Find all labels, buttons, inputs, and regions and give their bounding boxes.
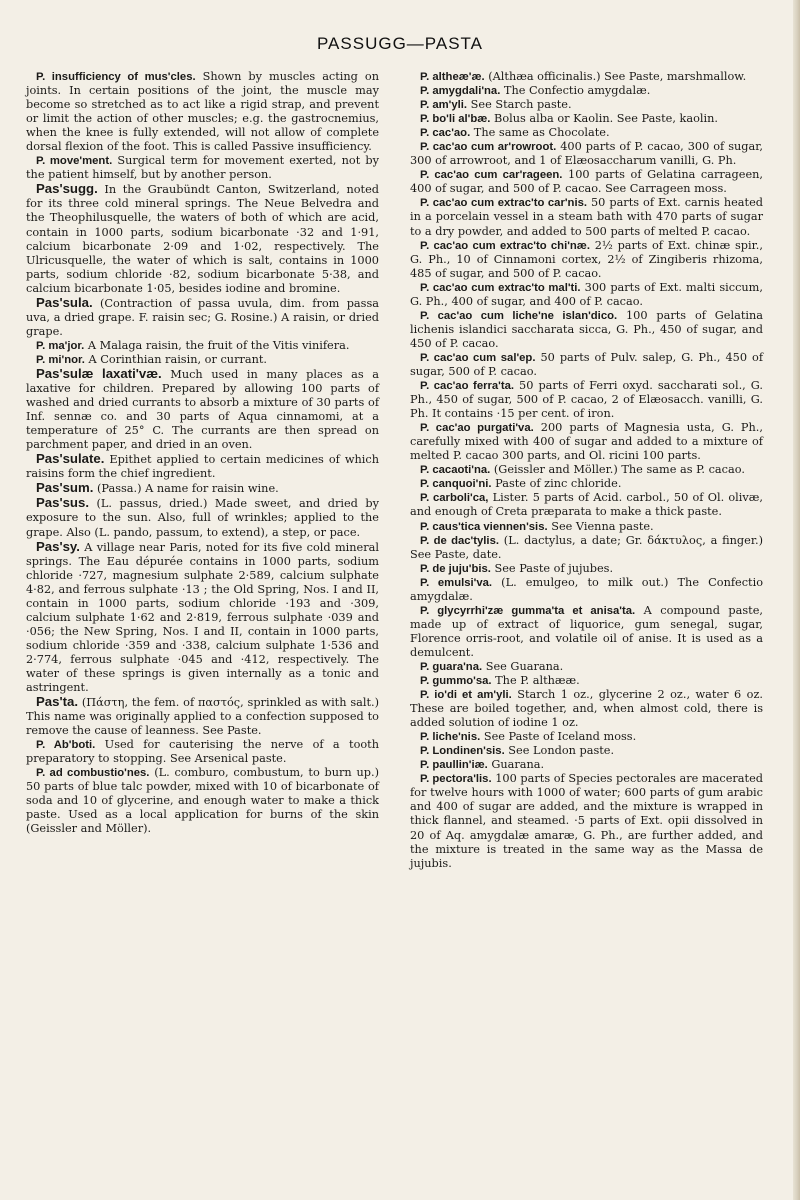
dictionary-entry	[26, 154, 379, 182]
entry-definition: See Vienna paste.	[547, 519, 654, 533]
entry-headword: P. cac'ao cum extrac'to mal'ti.	[420, 281, 581, 294]
entry-headword: P. pectora'lis.	[420, 773, 492, 786]
dictionary-entry	[410, 744, 763, 758]
dictionary-entry	[410, 562, 763, 576]
entry-headword: P. carboli'ca,	[420, 492, 489, 505]
dictionary-entry	[410, 196, 763, 238]
entry-headword: P. glycyrrhi'zæ gumma'ta et anisa'ta.	[420, 604, 636, 617]
dictionary-entry	[26, 339, 379, 353]
entry-definition: Much used in many places as a laxative for children. Prepared by allowing 100 parts of washed and dried currants to absorb a mixture of 30 parts of Inf. sennæ co. and 30 parts of Aqua cinnamomi, at a temperature of 25° C. The currants are then spread on parchment paper, and dried in an oven.	[26, 367, 379, 452]
entry-definition: See Guarana.	[482, 659, 564, 673]
dictionary-entry	[410, 688, 763, 730]
entry-headword: P. cac'ao cum extrac'to chi'næ.	[420, 239, 590, 252]
entry-definition: (Contraction of passa uvula, dim. from passa uva, a dried grape. F. raisin sec; G. Rosine.) A raisin, or dried grape.	[26, 296, 379, 338]
dictionary-entry	[410, 239, 763, 281]
entry-definition: A Malaga raisin, the fruit of the Vitis vinifera.	[84, 338, 350, 352]
entry-definition: Guarana.	[487, 758, 545, 772]
entry-headword: P. caus'tica viennen'sis.	[420, 520, 548, 533]
dictionary-entry	[26, 296, 379, 339]
entry-headword: P. bo'li al'bæ.	[420, 113, 491, 126]
dictionary-entry	[410, 674, 763, 688]
entry-headword: Pas'ta.	[36, 694, 78, 710]
entry-definition: A Corinthian raisin, or currant.	[84, 352, 268, 366]
dictionary-entry	[26, 367, 379, 452]
entry-definition: 100 parts of Gelatina lichenis islandici saccharata sicca, G. Ph., 450 of sugar, and 450 of P. cacao.	[410, 308, 763, 350]
dictionary-entry	[410, 70, 763, 84]
entry-headword: Pas'sugg.	[36, 181, 98, 197]
dictionary-entry	[410, 421, 763, 463]
entry-definition: Shown by muscles acting on joints. In certain positions of the joint, the muscle may become so stretched as to act like a rigid strap, and prevent or limit the action of other muscles; e.g. the gastrocnemius, when the knee is fully extended, will not allow of complete dorsal flexion of the foot. This is called Passive insufficiency.	[26, 70, 379, 154]
entry-headword: P. mi'nor.	[36, 353, 85, 366]
dictionary-entry	[410, 758, 763, 772]
entry-definition: Used for cauterising the nerve of a tooth preparatory to stopping. See Arsenical paste.	[26, 738, 379, 766]
entry-headword: Pas'sulate.	[36, 451, 105, 467]
dictionary-entry	[410, 379, 763, 421]
dictionary-entry	[410, 309, 763, 351]
entry-definition: See Starch paste.	[467, 98, 572, 112]
entry-headword: P. io'di et am'yli.	[420, 689, 512, 702]
entry-headword: P. cac'ao cum ar'rowroot.	[420, 141, 557, 154]
entry-headword: P. emulsi'va.	[420, 576, 493, 589]
dictionary-entry	[410, 534, 763, 562]
entry-definition: Bolus alba or Kaolin. See Paste, kaolin.	[490, 112, 718, 126]
dictionary-entry	[410, 140, 763, 168]
entry-definition: Surgical term for movement exerted, not by the patient himself, but by another person.	[26, 154, 379, 182]
entry-definition: 200 parts of Magnesia usta, G. Ph., carefully mixed with 400 of sugar and added to a mixture of melted P. cacao 300 parts, and Ol. ricini 100 parts.	[410, 421, 763, 463]
entry-headword: Pas'sulæ laxati'væ.	[36, 365, 162, 381]
entry-definition: See Paste of jujubes.	[490, 561, 614, 575]
entry-definition: 50 parts of Ext. carnis heated in a porcelain vessel in a steam bath with 470 parts of sugar to a dry powder, and added to 500 parts of melted P. cacao.	[410, 196, 763, 238]
entry-definition: (Althæa officinalis.) See Paste, marshmallow.	[484, 70, 747, 83]
dictionary-entry	[410, 772, 763, 870]
entry-headword: P. canquoi'ni.	[420, 478, 492, 491]
entry-definition: The same as Chocolate.	[470, 126, 610, 140]
dictionary-entry	[410, 660, 763, 674]
entry-headword: P. cac'ao ferra'ta.	[420, 380, 515, 393]
dictionary-entry	[410, 281, 763, 309]
entry-headword: P. amygdali'na.	[420, 85, 501, 98]
dictionary-entry	[26, 182, 379, 295]
entry-headword: P. guara'na.	[420, 660, 483, 673]
entry-definition: 100 parts of Species pectorales are macerated for twelve hours with 1000 of water; 600 parts of gum arabic and 400 of sugar are added, and the mixture is wrapped in thick flannel, and steamed. ·5 parts of Ext. opii dissolved in 20 of Aq. amygdalæ amaræ, G. Ph., are further added, and the mixture is treated in the same way as the Massa de jujubis.	[410, 772, 763, 870]
entry-definition: The Confectio amygdalæ.	[500, 84, 651, 98]
entry-headword: P. cac'ao cum extrac'to car'nis.	[420, 197, 588, 210]
entry-definition: See London paste.	[504, 744, 615, 758]
entry-definition: 50 parts of Pulv. salep, G. Ph., 450 of sugar, 500 of P. cacao.	[410, 350, 763, 378]
entry-headword: P. cac'ao purgati'va.	[420, 422, 534, 435]
entry-headword: P. gummo'sa.	[420, 675, 492, 688]
entry-definition: Paste of zinc chloride.	[491, 477, 622, 491]
dictionary-entry	[26, 353, 379, 367]
dictionary-entry	[26, 496, 379, 539]
entry-definition: (Passa.) A name for raisin wine.	[93, 482, 279, 496]
entry-headword: P. Londinen'sis.	[420, 745, 505, 758]
entry-headword: Pas'sus.	[36, 495, 89, 511]
entry-headword: Pas'sy.	[36, 538, 80, 554]
entry-definition: The P. althææ.	[491, 674, 580, 688]
entry-headword: P. Ab'boti.	[36, 739, 96, 752]
entry-headword: P. cac'ao cum liche'ne islan'dico.	[420, 309, 618, 322]
entry-definition: In the Graubündt Canton, Switzerland, noted for its three cold mineral springs. The Neue Belvedra and the Theophilusquelle, the waters of both of which are acid, contain in 1000 parts, sodium bicarbonate ·32 and 1·91, calcium bicarbonate 2·09 and 1·02, respectively. The Ulricusquelle, the water of which is salt, contains in 1000 parts, sodium chloride ·82, sodium bicarbonate 5·38, and calcium bicarbonate 1·05, besides iodine and bromine.	[26, 183, 379, 295]
entry-headword: P. ad combustio'nes.	[36, 767, 150, 780]
left-column	[26, 70, 379, 837]
entry-headword: P. am'yli.	[420, 99, 468, 112]
entry-headword: P. paullin'iæ.	[420, 759, 488, 772]
dictionary-entry	[410, 84, 763, 98]
entry-definition: 2½ parts of Ext. chinæ spir., G. Ph., 10 of Cinnamoni cortex, 2½ of Zingiberis rhizoma, 485 of sugar, and 500 of P. cacao.	[410, 238, 763, 280]
entry-definition: (L. comburo, combustum, to burn up.) 50 parts of blue talc powder, mixed with 10 of bicarbonate of soda and 10 of glycerine, and enough water to make a thick paste. Used as a local application for burns of the skin (Geissler and Möller).	[26, 766, 379, 836]
entry-headword: P. cac'ao cum sal'ep.	[420, 351, 536, 364]
entry-headword: P. altheæ'æ.	[420, 71, 485, 83]
entry-definition: (L. dactylus, a date; Gr. δάκτυλος, a finger.) See Paste, date.	[410, 533, 763, 561]
entry-definition: (L. passus, dried.) Made sweet, and dried by exposure to the sun. Also, full of wrinkles; applied to the grape. Also (L. pando, passum, to extend), a step, or pace.	[26, 497, 379, 539]
dictionary-entry	[410, 168, 763, 196]
entry-headword: P. liche'nis.	[420, 731, 481, 744]
entry-definition: 300 parts of Ext. malti siccum, G. Ph., 400 of sugar, and 400 of P. cacao.	[410, 280, 763, 308]
entry-definition: A village near Paris, noted for its five cold mineral springs. The Eau dépurée contains in 1000 parts, sodium chloride ·727, magnesium sulphate 2·589, calcium sulphate 4·82, and ferrous sulphate ·13 ; the Old Spring, Nos. I and II, contain in 1000 parts, sodium chloride ·193 and ·309, calcium sulphate 1·62 and 2·819, ferrous sulphate ·039 and ·056; the New Spring, Nos. I and II, contain in 1000 parts, sodium chloride ·359 and ·338, calcium sulphate 1·536 and 2·774, ferrous sulphate ·045 and ·412, respectively. The water of these springs is given internally as a tonic and astringent.	[26, 540, 379, 695]
dictionary-entry	[26, 540, 379, 696]
running-head: PASSUGG—PASTA	[316, 34, 484, 53]
dictionary-entry	[410, 491, 763, 519]
dictionary-entry	[410, 520, 763, 534]
entry-headword: P. cac'ao.	[420, 127, 471, 140]
entry-definition: (L. emulgeo, to milk out.) The Confectio amygdalæ.	[410, 575, 763, 603]
entry-headword: P. de dac'tylis.	[420, 534, 499, 547]
entry-definition: A compound paste, made up of extract of liquorice, gum senegal, sugar, Florence orris-root, and volatile oil of anise. It is used as a demulcent.	[410, 603, 764, 659]
dictionary-entry	[410, 477, 763, 491]
entry-headword: P. move'ment.	[36, 155, 113, 168]
entry-definition: (Geissler and Möller.) The same as P. cacao.	[490, 463, 745, 477]
dictionary-entry	[410, 126, 763, 140]
dictionary-entry	[26, 481, 379, 496]
right-column	[410, 70, 763, 871]
entry-headword: P. insufficiency of mus'cles.	[36, 71, 196, 83]
dictionary-entry	[26, 738, 379, 766]
dictionary-entry	[410, 604, 763, 660]
entry-definition: (Πάστη, the fem. of παστός, sprinkled as with salt.) This name was originally applied to a confection supposed to remove the cause of leanness. See Paste.	[26, 696, 379, 738]
entry-definition: Epithet applied to certain medicines of which raisins form the chief ingredient.	[26, 453, 379, 481]
entry-headword: P. de juju'bis.	[420, 562, 491, 575]
dictionary-entry	[410, 98, 763, 112]
entry-definition: 50 parts of Ferri oxyd. saccharati sol., G. Ph., 450 of sugar, 500 of P. cacao, 2 of Elæosacch. vanilli, G. Ph. It contains ·15 per cent. of iron.	[410, 379, 763, 421]
dictionary-entry	[26, 70, 379, 154]
dictionary-entry	[410, 112, 763, 126]
dictionary-entry	[410, 463, 763, 477]
dictionary-entry	[26, 452, 379, 481]
entry-headword: P. ma'jor.	[36, 339, 85, 352]
entry-definition: See Paste of Iceland moss.	[480, 730, 637, 744]
dictionary-entry	[410, 730, 763, 744]
dictionary-entry	[410, 576, 763, 604]
entry-headword: P. cacaoti'na.	[420, 464, 491, 477]
dictionary-entry	[26, 695, 379, 738]
dictionary-entry	[26, 766, 379, 836]
entry-headword: P. cac'ao cum car'rageen.	[420, 169, 563, 182]
dictionary-entry	[410, 351, 763, 379]
page-edge	[793, 0, 800, 1200]
entry-definition: 100 parts of Gelatina carrageen, 400 of sugar, and 500 of P. cacao. See Carrageen moss.	[410, 168, 763, 196]
entry-headword: Pas'sula.	[36, 294, 93, 310]
entry-definition: 400 parts of P. cacao, 300 of sugar, 300 of arrowroot, and 1 of Elæosaccharum vanilli, G. Ph.	[410, 140, 763, 168]
entry-definition: Starch 1 oz., glycerine 2 oz., water 6 oz. These are boiled together, and, when almost cold, there is added solution of iodine 1 oz.	[410, 688, 763, 730]
entry-definition: Lister. 5 parts of Acid. carbol., 50 of Ol. olivæ, and enough of Creta præparata to make a thick paste.	[410, 491, 763, 519]
entry-headword: Pas'sum.	[36, 480, 94, 496]
